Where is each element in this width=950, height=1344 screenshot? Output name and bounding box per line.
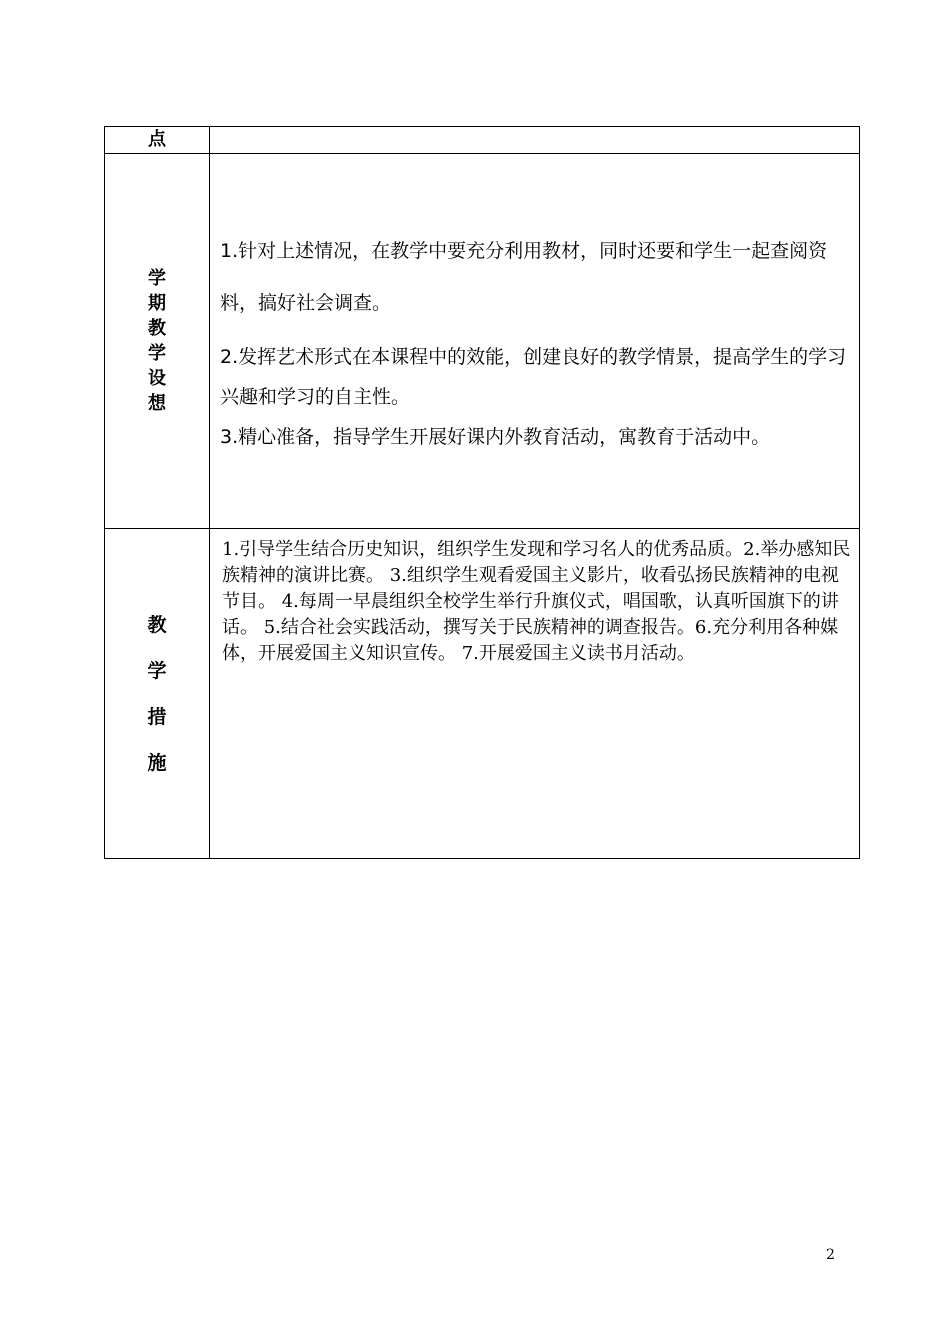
label-char: 学 (147, 659, 167, 682)
plan-paragraph-1: 1.针对上述情况，在教学中要充分利用教材，同时还要和学生一起查阅资料，搞好社会调查。 (220, 240, 828, 314)
label-char: 学 (148, 343, 166, 364)
plan-table (104, 126, 860, 859)
teaching-measures-content: 1.引导学生结合历史知识，组织学生发现和学习名人的优秀品质。2.举办感知民族精神的演讲比赛。 3.组织学生观看爱国主义影片，收看弘扬民族精神的电视节目。 4.每周一早晨组织全校学生举行升旗仪式，唱国歌，认真听国旗下的讲话。 5.结合社会实践活动，撰写关于民族精神的调查报告。6.充分利用各种媒体，开展爱国主义知识宣传。 7.开展爱国主义读书月活动。 (210, 529, 860, 859)
page-number: 2 (826, 1247, 835, 1263)
teaching-plan-content (210, 154, 860, 529)
table-row (105, 154, 860, 529)
plan-paragraph-2: 2.发挥艺术形式在本课程中的效能，创建良好的教学情景，提高学生的学习兴趣和学习的自主性。 (220, 346, 847, 408)
label-char: 措 (147, 705, 167, 728)
label-char: 教 (148, 318, 166, 339)
label-char: 设 (148, 368, 166, 389)
table-row (105, 127, 860, 154)
row-label-teaching-plan (105, 154, 210, 529)
row-content-empty (210, 127, 860, 154)
row-label-dian: 点 (105, 127, 210, 154)
label-char: 施 (147, 751, 167, 774)
table-row (105, 529, 860, 859)
label-char: 期 (148, 293, 166, 314)
label-char: 学 (148, 268, 166, 289)
label-char: 教 (147, 613, 167, 636)
row-label-teaching-measures (105, 529, 210, 859)
plan-paragraph-3: 3.精心准备，指导学生开展好课内外教育活动，寓教育于活动中。 (220, 426, 771, 448)
label-char: 想 (148, 393, 166, 414)
